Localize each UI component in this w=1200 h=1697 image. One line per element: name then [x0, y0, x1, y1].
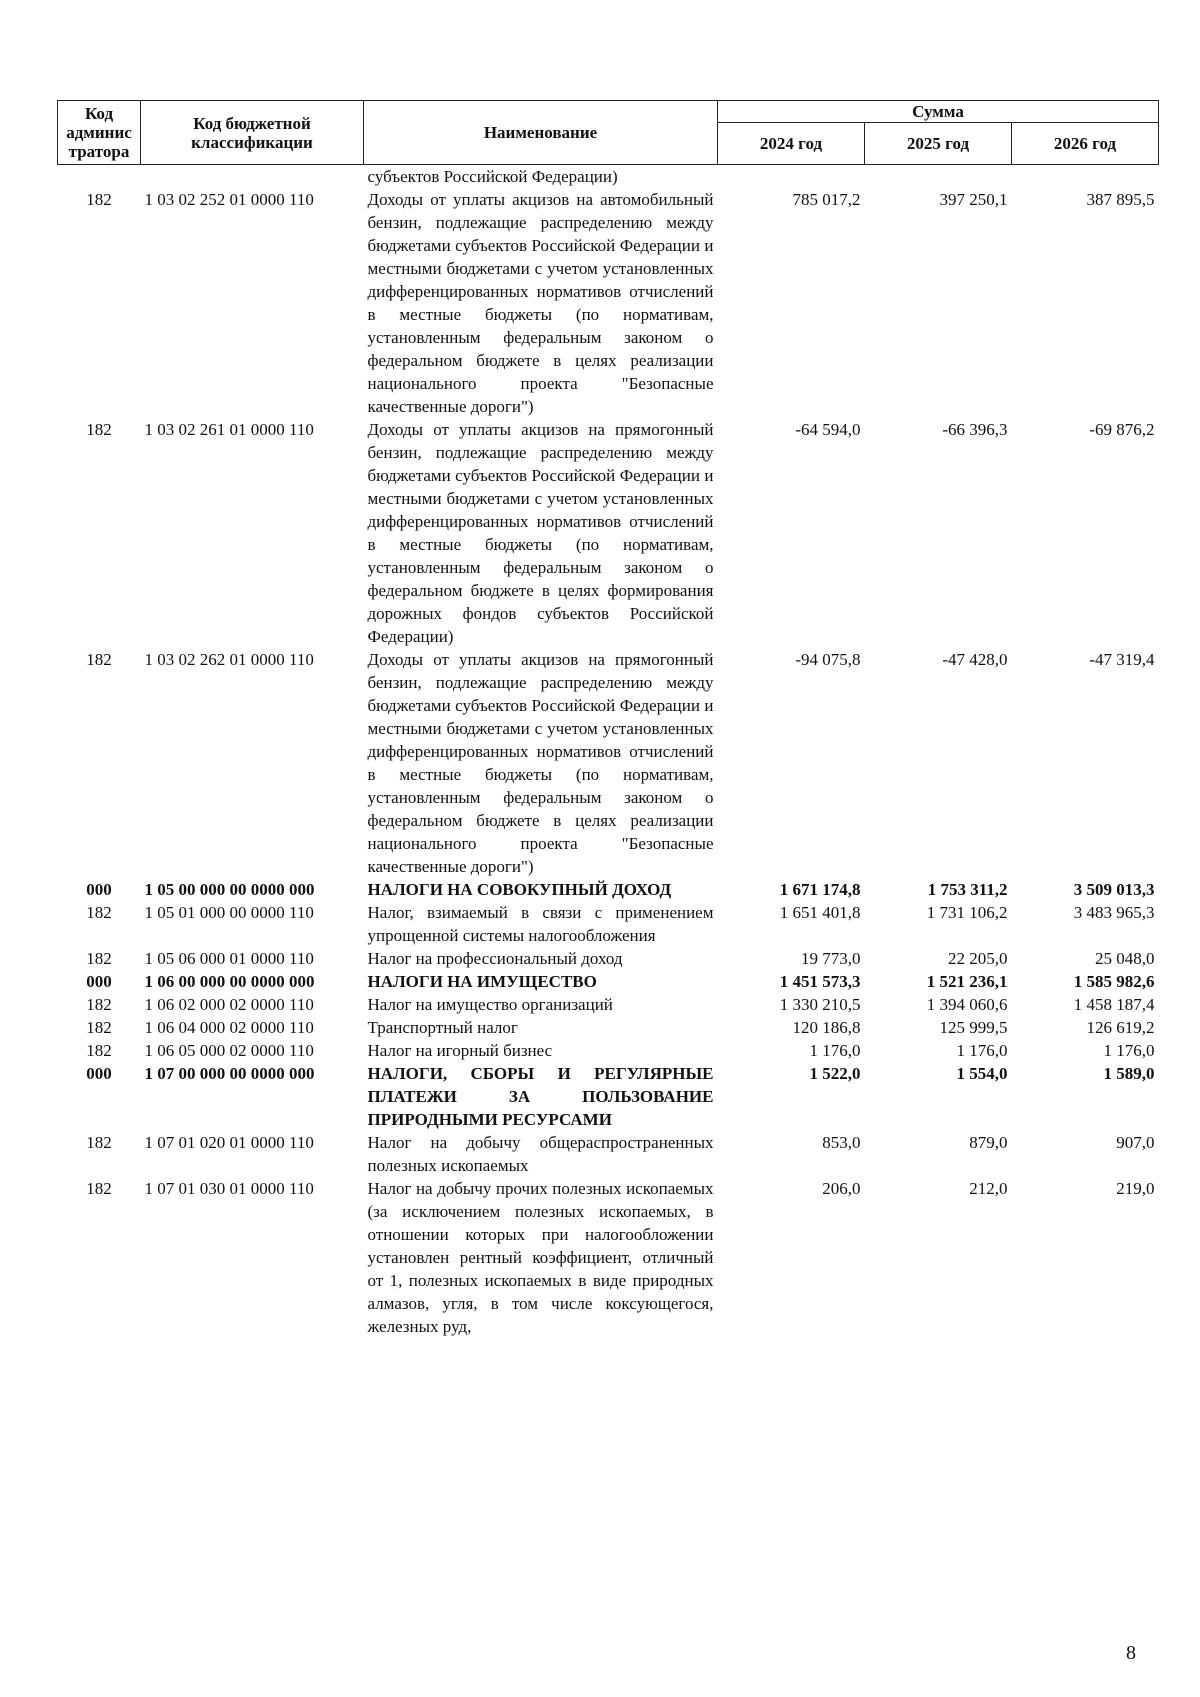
amount-2026-cell: 126 619,2 [1086, 1018, 1155, 1037]
amount-2024-cell [718, 165, 865, 189]
table-row [58, 1131, 1159, 1177]
budget-code-cell: 1 05 01 000 00 0000 110 [144, 903, 314, 922]
name-cell: Налог на профессиональный доход [367, 949, 623, 968]
name-cell: Налог на добычу прочих полезных ископаемых (за исключением полезных ископаемых, в отношении которых при налогообложении установлен рентный коэффициент, отличный от 1, полезных ископаемых в виде природных алмазов, угля, в том числе коксующегося, железных руд, [367, 1179, 714, 1336]
name-cell: НАЛОГИ, СБОРЫ И РЕГУЛЯРНЫЕ ПЛАТЕЖИ ЗА ПОЛЬЗОВАНИЕ ПРИРОДНЫМИ РЕСУРСАМИ [367, 1064, 714, 1129]
budget-code-cell [141, 165, 364, 189]
table-row [58, 993, 1159, 1016]
amount-2026-cell: 1 458 187,4 [1073, 995, 1155, 1014]
table-row [58, 947, 1159, 970]
name-cell: Налог на игорный бизнес [367, 1041, 553, 1060]
budget-code-cell: 1 06 00 000 00 0000 000 [144, 972, 315, 991]
amount-2025-cell: -66 396,3 [942, 420, 1008, 439]
table-row [58, 1039, 1159, 1062]
admin-code-cell: 182 [86, 949, 112, 968]
amount-2024-cell: 1 176,0 [809, 1041, 861, 1060]
name-cell: субъектов Российской Федерации) [367, 167, 618, 186]
table-body [58, 165, 1159, 1339]
amount-2025-cell: 1 176,0 [956, 1041, 1008, 1060]
amount-2024-cell: 1 330 210,5 [779, 995, 861, 1014]
header-year-2026: 2026 год [1012, 123, 1159, 165]
amount-2025-cell: 1 731 106,2 [926, 903, 1008, 922]
page-number: 8 [1126, 1642, 1136, 1664]
amount-2024-cell: -94 075,8 [795, 650, 861, 669]
header-name: Наименование [364, 101, 718, 165]
amount-2026-cell: 219,0 [1116, 1179, 1155, 1198]
amount-2026-cell: -47 319,4 [1089, 650, 1155, 669]
budget-code-cell: 1 03 02 252 01 0000 110 [144, 190, 314, 209]
amount-2025-cell: 397 250,1 [939, 190, 1008, 209]
amount-2026-cell: 3 509 013,3 [1073, 880, 1155, 899]
header-budget-code: Код бюджетной классификации [141, 101, 364, 165]
name-cell: Налог, взимаемый в связи с применением упрощенной системы налогообложения [367, 903, 714, 945]
name-cell: Налог на имущество организаций [367, 995, 613, 1014]
name-cell: Доходы от уплаты акцизов на прямогонный бензин, подлежащие распределению между бюджетами субъектов Российской Федерации и местными бюджетами с учетом установленных дифференцированных нормативов отчислений в местные бюджеты (по нормативам, установленным федеральным законом о федеральном бюджете в целях реализации национального проекта "Безопасные качественные дороги") [367, 650, 714, 876]
amount-2026-cell: 3 483 965,3 [1073, 903, 1155, 922]
budget-code-cell: 1 06 04 000 02 0000 110 [144, 1018, 314, 1037]
name-cell: НАЛОГИ НА СОВОКУПНЫЙ ДОХОД [367, 880, 672, 899]
admin-code-cell: 182 [86, 903, 112, 922]
header-year-2025: 2025 год [865, 123, 1012, 165]
budget-revenue-table [57, 100, 1159, 1338]
table-row [58, 878, 1159, 901]
admin-code-cell: 182 [86, 190, 112, 209]
amount-2026-cell: -69 876,2 [1089, 420, 1155, 439]
amount-2024-cell: 1 671 174,8 [779, 880, 861, 899]
table-row [58, 970, 1159, 993]
budget-code-cell: 1 06 02 000 02 0000 110 [144, 995, 314, 1014]
amount-2026-cell: 907,0 [1116, 1133, 1155, 1152]
amount-2024-cell: 1 451 573,3 [779, 972, 861, 991]
table-row [58, 188, 1159, 418]
amount-2025-cell: 1 394 060,6 [926, 995, 1008, 1014]
amount-2025-cell: -47 428,0 [942, 650, 1008, 669]
admin-code-cell: 182 [86, 420, 112, 439]
table-row [58, 1177, 1159, 1338]
name-cell: Доходы от уплаты акцизов на прямогонный бензин, подлежащие распределению между бюджетами субъектов Российской Федерации и местными бюджетами с учетом установленных дифференцированных нормативов отчислений в местные бюджеты (по нормативам, установленным федеральным законом о федеральном бюджете в целях формирования дорожных фондов субъектов Российской Федерации) [367, 420, 714, 646]
admin-code-cell: 000 [86, 972, 112, 991]
table-row [58, 901, 1159, 947]
table-row [58, 1016, 1159, 1039]
admin-code-cell: 000 [86, 1064, 112, 1083]
name-cell: Транспортный налог [367, 1018, 518, 1037]
budget-code-cell: 1 03 02 262 01 0000 110 [144, 650, 314, 669]
name-cell: Доходы от уплаты акцизов на автомобильный бензин, подлежащие распределению между бюджетами субъектов Российской Федерации и местными бюджетами с учетом установленных дифференцированных нормативов отчислений в местные бюджеты (по нормативам, установленным федеральным законом о федеральном бюджете в целях реализации национального проекта "Безопасные качественные дороги") [367, 190, 714, 416]
amount-2025-cell: 1 554,0 [956, 1064, 1008, 1083]
amount-2026-cell: 1 589,0 [1103, 1064, 1155, 1083]
table-row [58, 165, 1159, 189]
amount-2026-cell: 25 048,0 [1095, 949, 1155, 968]
amount-2026-cell [1012, 165, 1159, 189]
table-row [58, 648, 1159, 878]
admin-code-cell [58, 165, 141, 189]
admin-code-cell: 182 [86, 650, 112, 669]
amount-2024-cell: 785 017,2 [792, 190, 861, 209]
header-year-2024: 2024 год [718, 123, 865, 165]
budget-code-cell: 1 07 01 030 01 0000 110 [144, 1179, 314, 1198]
amount-2024-cell: 19 773,0 [801, 949, 861, 968]
amount-2026-cell: 1 176,0 [1103, 1041, 1155, 1060]
header-admin-code: Код админис тратора [58, 101, 141, 165]
amount-2025-cell: 125 999,5 [939, 1018, 1008, 1037]
table-row [58, 418, 1159, 648]
budget-code-cell: 1 05 06 000 01 0000 110 [144, 949, 314, 968]
amount-2025-cell: 1 753 311,2 [927, 880, 1008, 899]
admin-code-cell: 182 [86, 1133, 112, 1152]
amount-2025-cell: 879,0 [969, 1133, 1008, 1152]
name-cell: НАЛОГИ НА ИМУЩЕСТВО [367, 972, 597, 991]
budget-code-cell: 1 06 05 000 02 0000 110 [144, 1041, 314, 1060]
admin-code-cell: 182 [86, 1179, 112, 1198]
budget-code-cell: 1 05 00 000 00 0000 000 [144, 880, 315, 899]
amount-2025-cell: 212,0 [969, 1179, 1008, 1198]
admin-code-cell: 182 [86, 995, 112, 1014]
admin-code-cell: 182 [86, 1018, 112, 1037]
amount-2025-cell: 1 521 236,1 [926, 972, 1008, 991]
amount-2024-cell: 206,0 [822, 1179, 861, 1198]
budget-code-cell: 1 07 00 000 00 0000 000 [144, 1064, 315, 1083]
admin-code-cell: 000 [86, 880, 112, 899]
amount-2025-cell: 22 205,0 [948, 949, 1008, 968]
amount-2024-cell: 120 186,8 [792, 1018, 861, 1037]
name-cell: Налог на добычу общераспространенных полезных ископаемых [367, 1133, 714, 1175]
table-row [58, 1062, 1159, 1131]
amount-2025-cell [865, 165, 1012, 189]
admin-code-cell: 182 [86, 1041, 112, 1060]
budget-code-cell: 1 07 01 020 01 0000 110 [144, 1133, 314, 1152]
amount-2024-cell: 1 651 401,8 [779, 903, 861, 922]
header-sum: Сумма [718, 101, 1159, 123]
amount-2024-cell: 853,0 [822, 1133, 861, 1152]
amount-2024-cell: -64 594,0 [795, 420, 861, 439]
amount-2026-cell: 387 895,5 [1086, 190, 1155, 209]
amount-2026-cell: 1 585 982,6 [1073, 972, 1155, 991]
budget-code-cell: 1 03 02 261 01 0000 110 [144, 420, 314, 439]
amount-2024-cell: 1 522,0 [809, 1064, 861, 1083]
